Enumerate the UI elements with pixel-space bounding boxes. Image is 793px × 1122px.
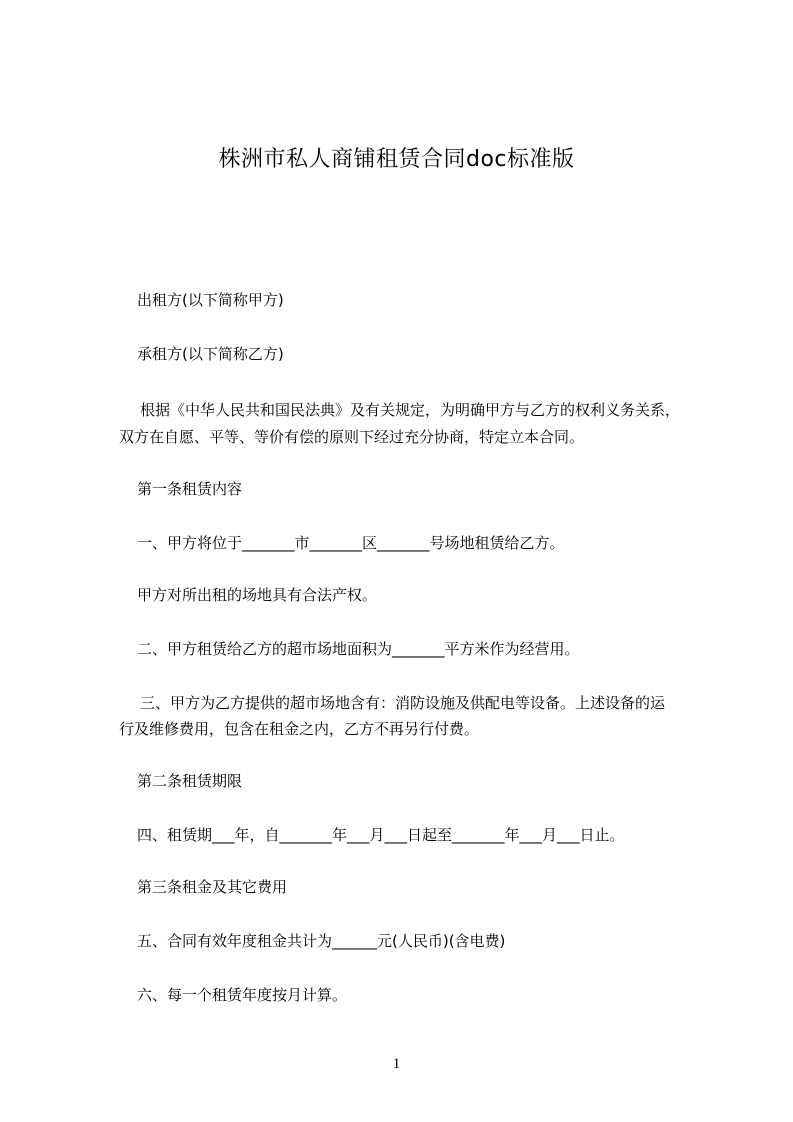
preamble-line-1: 根据《中华人民共和国民法典》及有关规定，为明确甲方与乙方的权利义务关系， [140,401,681,419]
party-a-line: 出租方(以下简称甲方) [137,291,284,309]
article-1-heading: 第一条租赁内容 [137,480,243,498]
article-2-heading: 第二条租赁期限 [137,772,243,790]
clause-3-line-2: 行及维修费用，包含在租金之内，乙方不再另行付费。 [119,720,480,738]
clause-4: 四、租赁期___年，自_______年___月___日起至_______年___月___日止。 [137,826,625,844]
clause-1-note: 甲方对所出租的场地具有合法产权。 [137,586,378,604]
document-title: 株洲市私人商铺租赁合同doc标准版 [218,147,575,172]
article-3-heading: 第三条租金及其它费用 [137,878,288,896]
clause-2: 二、甲方租赁给乙方的超市场地面积为_______平方米作为经营用。 [137,640,580,658]
clause-3-line-1: 三、甲方为乙方提供的超市场地含有：消防设施及供配电等设备。上述设备的运 [140,694,666,712]
page-number: 1 [392,1056,401,1072]
clause-6: 六、每一个租赁年度按月计算。 [137,986,348,1004]
party-b-line: 承租方(以下简称乙方) [137,345,284,363]
preamble-line-2: 双方在自愿、平等、等价有偿的原则下经过充分协商，特定立本合同。 [119,428,585,446]
clause-5: 五、合同有效年度租金共计为______元(人民币)(含电费) [137,932,506,950]
clause-1: 一、甲方将位于_______市_______区_______号场地租赁给乙方。 [137,534,565,552]
